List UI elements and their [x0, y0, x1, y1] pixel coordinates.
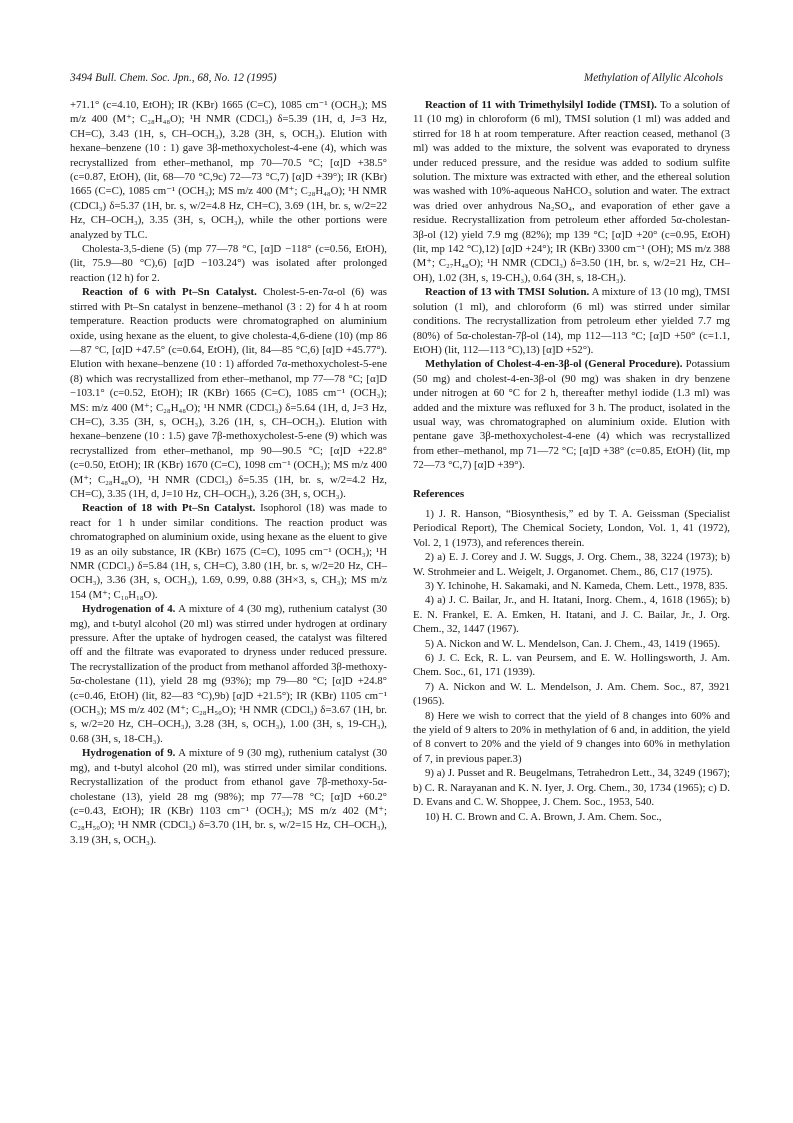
- paragraph: [70, 746, 387, 847]
- paragraph-text: A mixture of 13 (10 mg), TMSI solution (1 ml), and chloroform (6 ml) was stirred under similar conditions. The recrystallization from petroleum ether yielded 7.7 mg (80%) of 5α-cholestan-7β-ol (14), mp 112—113 °C; [α]D +50° (c=1.1, EtOH) (lit, 112—113 °C),13) [α]D +52°).: [413, 286, 730, 356]
- section-run-in-heading: Hydrogenation of 9.: [82, 747, 176, 760]
- section-run-in-heading: Hydrogenation of 4.: [82, 603, 176, 616]
- paragraph: [413, 98, 730, 285]
- reference-item: 8) Here we wish to correct that the yield of 8 changes into 60% and the yield of 9 alters to 20% in methylation of 6 and, in addition, the yield of 8 convert to 20% and the yield of 9 changes into 60% in methylation of 7, in previous paper.3): [413, 709, 730, 765]
- paragraph: [70, 98, 387, 242]
- section-run-in-heading: Reaction of 11 with Trimethylsilyl Iodide (TMSI).: [425, 99, 657, 111]
- reference-item: 10) H. C. Brown and C. A. Brown, J. Am. Chem. Soc.,: [425, 810, 662, 823]
- reference-item: 6) J. C. Eck, R. L. van Peursem, and E. W. Hollingsworth, J. Am. Chem. Soc., 61, 171 (1939).: [413, 652, 730, 679]
- paragraph: [70, 501, 387, 602]
- reference-item: 4) a) J. C. Bailar, Jr., and H. Itatani, Inorg. Chem., 4, 1618 (1965); b) E. N. Frankel, E. A. Emken, H. Itatani, and J. C. Bailar, Jr., J. Org. Chem., 32, 1447 (1967).: [413, 594, 730, 636]
- paragraph-text: To a solution of 11 (10 mg) in chloroform (6 ml), TMSI solution (1 ml) was added and stirred for 18 h at room temperature. After reaction ceased, methanol (3 ml) was added to the mixture, the solvent was evaporated to dryness under reduced pressure, and the residue was added to sodium sulfite solution. The mixture was extracted with ether, and the ethereal solution was washed with 10%-aqueous NaHCO₃ solution and water. The extract was dried over anhydrous Na₂SO₄, and evaporation of ether gave a residue. Recrystallization from petroleum ether afforded 5α-cholestan-3β-ol (12) yield 7.9 mg (82%); mp 139 °C; [α]D +20° (c=0.95, EtOH) (lit, mp 142 °C),12) [α]D +24°); IR (KBr) 3300 cm⁻¹ (OH); MS m/z 388 (M⁺; C₂₇H₄₈O); ¹H NMR (CDCl₃) δ=3.50 (1H, br. s, w/2=21 Hz, CH–OH), 1.02 (3H, s, 19-CH₃), 0.64 (3H, s, 18-CH₃).: [413, 99, 730, 284]
- reference-item: 2) a) E. J. Corey and J. W. Suggs, J. Org. Chem., 38, 3224 (1973); b) W. Strohmeier and L. Weigelt, J. Organomet. Chem., 86, C17 (1975).: [413, 551, 730, 578]
- paragraph: [413, 285, 730, 357]
- section-run-in-heading: Reaction of 6 with Pt–Sn Catalyst.: [82, 286, 257, 299]
- paragraph-text: Cholest-5-en-7α-ol (6) was stirred with Pt–Sn catalyst in benzene–methanol (3 : 2) for 4 h at room temperature. Reaction products were chromatographed on aluminium oxide, using hexane as the eluent, to give cholesta-4,6-diene (10) (mp 86—87 °C, [α]D +47.5° (c=0.64, EtOH), (lit, 84—85 °C,6) [α]D +45.77°). Elution with hexane–benzene (10 : 1) afforded 7α-methoxycholest-5-ene (8) which was recrystallized from ether–methanol, mp 77—78 °C; [α]D −103.1° (c=0.52, EtOH); IR (KBr) 1665 (C=C), 1085 cm⁻¹ (OCH₃); MS: m/z 400 (M⁺; C₂₈H₄₈O); ¹H NMR (CDCl₃) δ=5.64 (1H, d, J=3 Hz, CH=C), 3.35 (3H, s, OCH₃), 3.26 (1H, s, CH–OCH₃). Elution with hexane–benzene (10 : 1.5) gave 7β-methoxycholest-5-ene (9) which was recrystallized from ether–methanol, mp 90—90.5 °C; [α]D +22.8° (c=0.50, EtOH); IR (KBr) 1670 (C=C), 1098 cm⁻¹ (OCH₃); MS m/z 400 (M⁺; C₂₈H₄₈O), ¹H NMR (CDCl₃) δ=5.35 (1H, br. s, w/2=4.2 Hz, CH=C), 3.35 (1H, d, J=10 Hz, CH–OCH₃), 3.26 (3H, s, OCH₃).: [70, 286, 387, 500]
- paragraph: [70, 602, 387, 746]
- paragraph-text: A mixture of 9 (30 mg), ruthenium catalyst (30 mg), and t-butyl alcohol (20 ml), was stirred under similar conditions. Recrystallization of the product from ethanol gave 7β-methoxy-5α-cholestane (13), yield 28 mg (98%); mp 77—78 °C; [α]D +60.2° (c=0.43, EtOH); IR (KBr) 1103 cm⁻¹ (OCH₃); MS m/z 402 (M⁺; C₂₈H₅₀O); ¹H NMR (CDCl₃) δ=3.70 (1H, br. s, w/2=15 Hz, CH–OCH₃), 3.19 (3H, s, OCH₃).: [70, 747, 387, 846]
- reference-item: 5) A. Nickon and W. L. Mendelson, Can. J. Chem., 43, 1419 (1965).: [425, 637, 721, 650]
- paragraph-text: Isophorol (18) was made to react for 1 h under similar conditions. The reaction product was chromatographed on aluminium oxide, using hexane as the eluent to give 19 as an oily substance, IR (KBr) 1675 (C=C), 1095 cm⁻¹ (OCH₃); ¹H NMR (CDCl₃) δ=5.84 (1H, s, CH=C), 3.80 (1H, br. s, w/2=20 Hz, CH–OCH₃), 3.36 (3H, s, OCH₃), 1.69, 0.99, 0.88 (3H×3, s, CH₃); MS m/z 154 (M⁺; C₁₀H₁₈O).: [70, 502, 387, 601]
- right-column: [413, 98, 730, 824]
- paragraph: [70, 285, 387, 501]
- reference-item: 7) A. Nickon and W. L. Mendelson, J. Am. Chem. Soc., 87, 3921 (1965).: [413, 680, 730, 708]
- left-column: [70, 98, 387, 847]
- section-run-in-heading: Reaction of 13 with TMSI Solution.: [425, 286, 590, 299]
- journal-citation: 3494 Bull. Chem. Soc. Jpn., 68, No. 12 (1995): [70, 72, 277, 84]
- paragraph-text: +71.1° (c=4.10, EtOH); IR (KBr) 1665 (C=C), 1085 cm⁻¹ (OCH₃); MS m/z 400 (M⁺; C₂₈H₄₈O); ¹H NMR (CDCl₃) δ=5.39 (1H, d, J=3 Hz, CH=C), 3.43 (1H, s, CH–OCH₃), 3.28 (3H, s, OCH₃). Elution with hexane–benzene (10 : 1) gave 3β-methoxycholest-4-ene (4), which was recrystallized from ether–methanol, mp 70—70.5 °C; [α]D +38.5° (c=0.87, EtOH), (lit, 68—70 °C,9c) 72—73 °C,7) [α]D +39°); IR (KBr) 1665 (C=C), 1085 cm⁻¹ (OCH₃); MS m/z 400 (M⁺; C₂₈H₄₈O); ¹H NMR (CDCl₃) δ=5.37 (1H, br. s, w/2=4.8 Hz, CH=C), 3.69 (1H, br. s, w/2=22 Hz, CH–OCH₃), 3.35 (3H, s, OCH₃), while the other portions were analyzed by TLC.: [70, 99, 387, 241]
- reference-item: 9) a) J. Pusset and R. Beugelmans, Tetrahedron Lett., 34, 3249 (1967); b) C. R. Narayanan and K. N. Iyer, J. Org. Chem., 30, 1734 (1965); c) D. D. Evans and C. W. Shoppee, J. Chem. Soc., 1953, 540.: [413, 767, 730, 809]
- references-heading: References: [413, 487, 465, 500]
- paragraph-text: A mixture of 4 (30 mg), ruthenium catalyst (30 mg), and t-butyl alcohol (20 ml) was stirred under hydrogen at ordinary pressure. After the uptake of hydrogen ceased, the catalyst was filtered off and the filtrate was evaporated to dryness under reduced pressure. The recrystallization of the product from methanol afforded 3β-methoxy-5α-cholestane (11), yield 28 mg (93%); mp 79—80 °C; [α]D +24.8° (c=0.46, EtOH) (lit, 82—83 °C),9b) [α]D +21.5°); IR (KBr) 1105 cm⁻¹ (OCH₃); MS m/z 402 (M⁺; C₂₈H₅₀O); ¹H NMR (CDCl₃) δ=3.67 (1H, br. s, w/2=20 Hz, CH–OCH₃), 3.28 (3H, s, OCH₃), 1.00 (3H, s, 19-CH₃), 0.68 (3H, s, 18-CH₃).: [70, 603, 387, 745]
- paragraph-text: Cholesta-3,5-diene (5) (mp 77—78 °C, [α]D −118° (c=0.56, EtOH), (lit, 75.9—80 °C),6) [α]D −103.24°) was isolated after prolonged reaction (12 h) for 2.: [70, 243, 387, 284]
- page-header: [70, 72, 723, 88]
- reference-item: 1) J. R. Hanson, “Biosynthesis,” ed by T. A. Geissman (Specialist Periodical Report), The Chemical Society, London, Vol. 1, 41 (1972), Vol. 2, 1 (1973), and references therein.: [413, 507, 730, 549]
- reference-item: 3) Y. Ichinohe, H. Sakamaki, and N. Kameda, Chem. Lett., 1978, 835.: [425, 580, 728, 592]
- paragraph: [70, 242, 387, 285]
- section-run-in-heading: Reaction of 18 with Pt–Sn Catalyst.: [82, 502, 256, 515]
- paragraph-text: Potassium (50 mg) and cholest-4-en-3β-ol (90 mg) was shaken in dry benzene under nitrogen at 60 °C for 2 h, thereafter methyl iodide (1.3 ml) was added and the mixture was refluxed for 3 h. The product, isolated in the usual way, was chromatographed on aluminium oxide. Elution with pentane gave 3β-methoxycholest-4-ene (4) which was recrystallized from ether–methanol, mp 71—72 °C; [α]D +38° (c=0.85, EtOH) (lit, mp 72—73 °C,7) [α]D +39°).: [413, 358, 730, 472]
- paragraph: [413, 357, 730, 472]
- running-title: Methylation of Allylic Alcohols: [583, 72, 723, 84]
- section-run-in-heading: Methylation of Cholest-4-en-3β-ol (General Procedure).: [425, 358, 683, 371]
